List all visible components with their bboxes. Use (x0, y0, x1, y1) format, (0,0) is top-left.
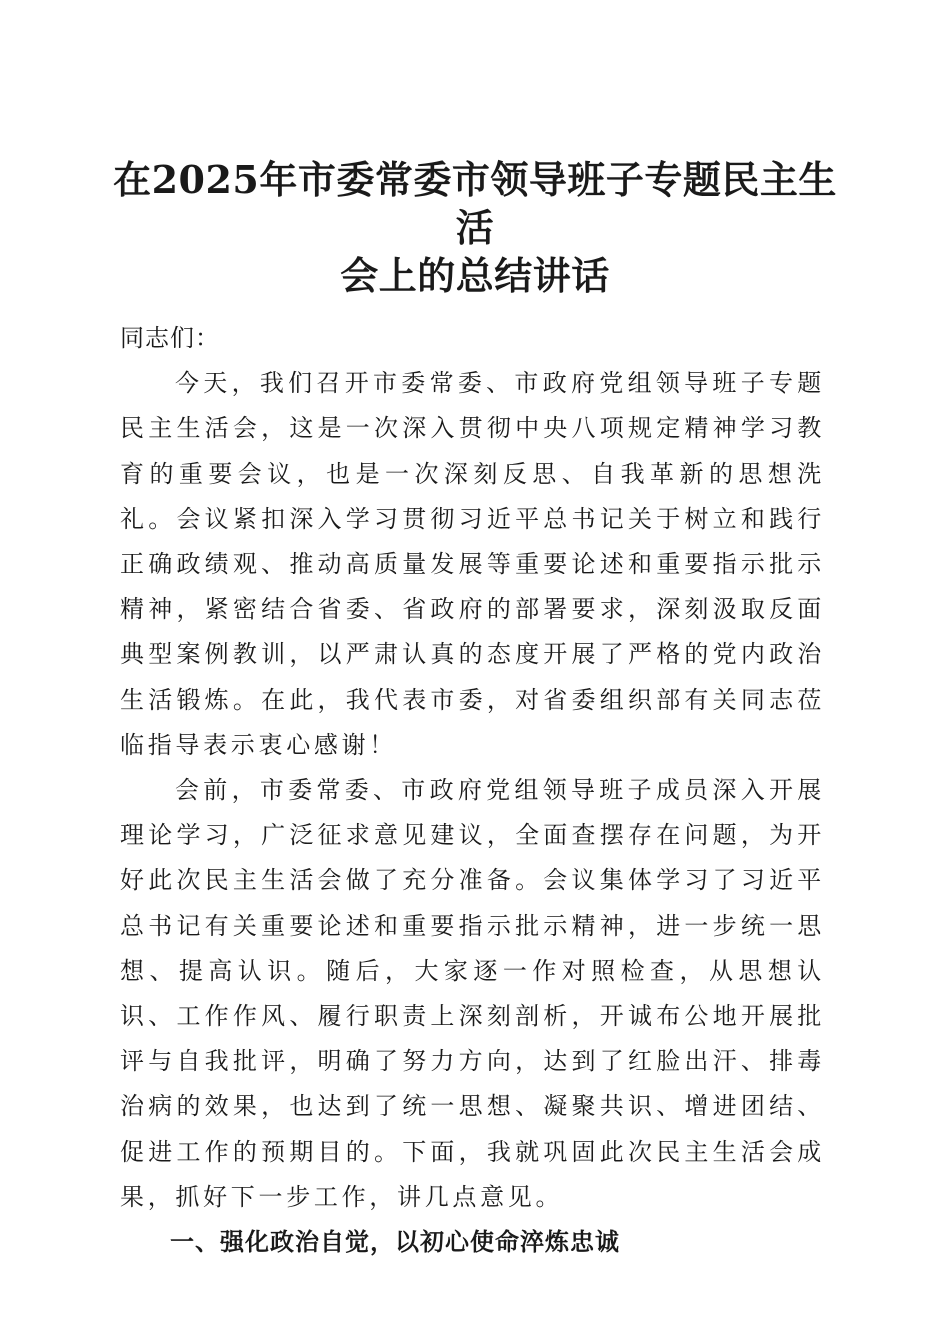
document-title-line-2: 会上的总结讲话 (340, 253, 610, 298)
document-title (100, 156, 850, 300)
paragraph-2: 会前，市委常委、市政府党组领导班子成员深入开展理论学习，广泛征求意见建议，全面查摆存在问题，为开好此次民主生活会做了充分准备。会议集体学习了习近平总书记有关重要论述和重要指示批示精神，进一步统一思想、提高认识。随后，大家逐一作对照检查，从思想认识、工作作风、履行职责上深刻剖析，开诚布公地开展批评与自我批评，明确了努力方向，达到了红脸出汗、排毒治病的效果，也达到了统一思想、凝聚共识、增进团结、促进工作的预期目的。下面，我就巩固此次民主生活会成果，抓好下一步工作，讲几点意见。 (120, 776, 825, 1211)
paragraph-1: 今天，我们召开市委常委、市政府党组领导班子专题民主生活会，这是一次深入贯彻中央八项规定精神学习教育的重要会议，也是一次深刻反思、自我革新的思想洗礼。会议紧扣深入学习贯彻习近平总书记关于树立和践行正确政绩观、推动高质量发展等重要论述和重要指示批示精神，紧密结合省委、省政府的部署要求，深刻汲取反面典型案例教训，以严肃认真的态度开展了严格的党内政治生活锻炼。在此，我代表市委，对省委组织部有关同志莅临指导表示衷心感谢！ (120, 369, 825, 759)
document-title-line-1: 在2025年市委常委市领导班子专题民主生活 (113, 157, 837, 250)
section-heading-1: 一、强化政治自觉，以初心使命淬炼忠诚 (170, 1228, 620, 1257)
salutation: 同志们： (120, 324, 220, 352)
document-body (120, 316, 825, 1265)
